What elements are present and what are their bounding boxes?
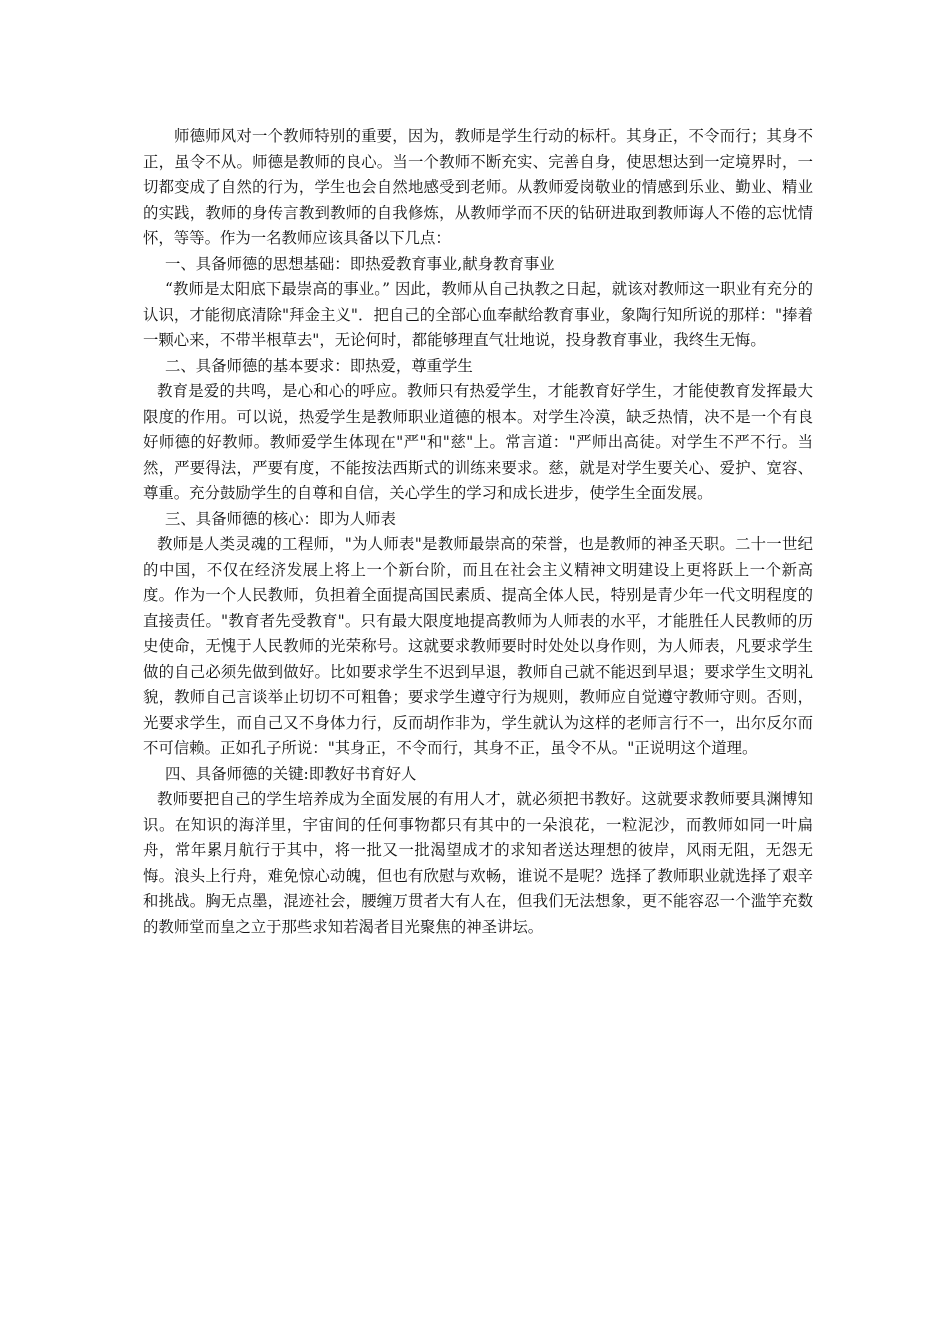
- section-heading-4: 四、具备师德的关键:即教好书育好人: [165, 764, 417, 783]
- section-heading-2: 二、具备师德的基本要求：即热爱，尊重学生: [165, 356, 473, 375]
- section-paragraph-1: “教师是太阳底下最崇高的事业。” 因此，教师从自己执教之日起，就该对教师这一职业有充分的认识，才能彻底清除"拜金主义"．把自己的全部心血奉献给教育事业，象陶行知所说的那样："捧着一颗心来，不带半根草去"，无论何时，都能够理直气壮地说，投身教育事业，我终生无悔。: [143, 280, 813, 349]
- section-heading-1: 一、具备师德的思想基础：即热爱教育事业,献身教育事业: [165, 254, 555, 273]
- section-paragraph-4: 教师要把自己的学生培养成为全面发展的有用人才，就必须把书教好。这就要求教师要具渊博知识。在知识的海洋里，宇宙间的任何事物都只有其中的一朵浪花，一粒泥沙，而教师如同一叶扁舟，常年累月航行于其中，将一批又一批渴望成才的求知者送达理想的彼岸，风雨无阻，无怨无悔。浪头上行舟，难免惊心动魄，但也有欣慰与欢畅，谁说不是呢？选择了教师职业就选择了艰辛和挑战。胸无点墨，混迹社会，腰缠万贯者大有人在，但我们无法想象，更不能容忍一个滥竽充数的教师堂而皇之立于那些求知若渴者目光聚焦的神圣讲坛。: [143, 790, 813, 936]
- section-heading-3: 三、具备师德的核心：即为人师表: [165, 509, 396, 528]
- document-body: [143, 124, 813, 940]
- section-paragraph-2: 教育是爱的共鸣，是心和心的呼应。教师只有热爱学生，才能教育好学生，才能使教育发挥最大限度的作用。可以说，热爱学生是教师职业道德的根本。对学生冷漠，缺乏热情，决不是一个有良好师德的好教师。教师爱学生体现在"严"和"慈"上。常言道："严师出高徒。对学生不严不行。当然，严要得法，严要有度，不能按法西斯式的训练来要求。慈，就是对学生要关心、爱护、宽容、尊重。充分鼓励学生的自尊和自信，关心学生的学习和成长进步，使学生全面发展。: [143, 382, 813, 502]
- intro-paragraph: 师德师风对一个教师特别的重要，因为，教师是学生行动的标杆。其身正，不令而行；其身不正，虽令不从。师德是教师的良心。当一个教师不断充实、完善自身，使思想达到一定境界时，一切都变成了自然的行为，学生也会自然地感受到老师。从教师爱岗敬业的情感到乐业、勤业、精业的实践，教师的身传言教到教师的自我修炼，从教师学而不厌的钻研进取到教师诲人不倦的忘忧情怀，等等。作为一名教师应该具备以下几点：: [143, 127, 813, 247]
- section-paragraph-3: 教师是人类灵魂的工程师，"为人师表"是教师最崇高的荣誉，也是教师的神圣天职。二十一世纪的中国，不仅在经济发展上将上一个新台阶，而且在社会主义精神文明建设上更将跃上一个新高度。作为一个人民教师，负担着全面提高国民素质、提高全体人民，特别是青少年一代文明程度的直接责任。"教育者先受教育"。只有最大限度地提高教师为人师表的水平，才能胜任人民教师的历史使命，无愧于人民教师的光荣称号。这就要求教师要时时处处以身作则，为人师表，凡要求学生做的自己必须先做到做好。比如要求学生不迟到早退，教师自己就不能迟到早退；要求学生文明礼貌，教师自己言谈举止切切不可粗鲁；要求学生遵守行为规则，教师应自觉遵守教师守则。否则，光要求学生，而自己又不身体力行，反而胡作非为，学生就认为这样的老师言行不一，出尔反尔而不可信赖。正如孔子所说："其身正，不令而行，其身不正，虽令不从。"正说明这个道理。: [143, 535, 813, 757]
